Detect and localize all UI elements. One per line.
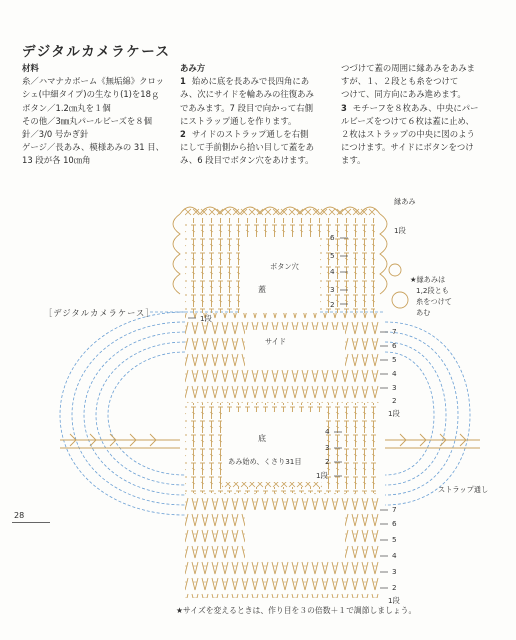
edging-note: ★縁あみは (410, 275, 446, 284)
strap-loop-left (60, 434, 180, 448)
edging-note: 1,2段とも (416, 286, 449, 295)
footnote: ★サイズを変えるときは、作り目を３の倍数＋１で調節しましょう。 (176, 606, 417, 615)
row-number: 7 (392, 327, 397, 336)
page-title: デジタルカメラケース (22, 44, 171, 60)
method-step-line: であみます。7 段目で向かって右側 (180, 102, 313, 113)
row-number: 1段 (200, 314, 212, 323)
materials-heading: 材料 (22, 63, 39, 73)
materials-line: 糸／ハマナカボーム《無垢綿》クロッ (22, 76, 165, 87)
strap-rings-left (60, 312, 185, 515)
method-heading: あみ方 (180, 63, 206, 73)
lid-center (240, 238, 320, 313)
row-number: 2 (325, 457, 330, 466)
bottom-center (222, 412, 322, 487)
step-number: 3 (341, 102, 347, 113)
row-number: 4 (325, 427, 330, 436)
row-number: 3 (325, 443, 330, 452)
row-number: 2 (330, 300, 335, 309)
row-number: 7 (392, 505, 397, 514)
buttonhole-label: ボタン穴 (270, 262, 299, 271)
start-label: あみ始め、くさり31目 (228, 457, 302, 466)
side-center (245, 330, 345, 370)
edging-label: 縁あみ (394, 197, 416, 206)
materials-line: 13 段が各 10㎝角 (22, 155, 91, 166)
method-step-line: にして手前側から拾い目して蓋をあ (180, 142, 314, 153)
row-number: 3 (392, 383, 397, 392)
row-number: 2 (392, 583, 397, 592)
method-step-line: み、次にサイドを輪あみの往復あみ (180, 89, 314, 100)
motifs (389, 264, 408, 308)
strap-label: ストラップ通し (438, 485, 489, 494)
method-step-line: 3 モチーフを８枚あみ、中央にパー (341, 102, 479, 113)
row-number: 1段 (316, 471, 328, 480)
method-line: つけて、同方向にあみ進めます。 (341, 89, 466, 100)
row-number: 5 (330, 251, 335, 260)
materials-line: ゲージ／長あみ、模様あみの 31 目、 (22, 142, 164, 153)
row-number: 1段 (388, 596, 400, 605)
method-line: すが、１、２段とも糸をつけて (341, 76, 459, 87)
step-number: 1 (180, 76, 186, 87)
row-number: 5 (392, 355, 397, 364)
row-number: 1段 (388, 409, 400, 418)
row-number: 4 (392, 369, 397, 378)
materials-line: 針／3/0 号かぎ針 (22, 129, 89, 140)
lower-side-center (245, 510, 345, 560)
row-number: 3 (392, 567, 397, 576)
page-number: 28 (14, 511, 25, 520)
materials-line: シェ(中細タイプ)の生なり(1)を18ｇ (22, 89, 160, 100)
materials-line: ボタン／1.2㎝丸を１個 (22, 102, 111, 113)
row-number: 6 (330, 233, 335, 242)
method-step-line: ます。 (341, 155, 366, 166)
side-label: サイド (265, 337, 287, 346)
lid-label: 蓋 (258, 285, 266, 294)
row-number: 5 (392, 535, 397, 544)
method-step-line: にストラップ通しを作ります。 (180, 115, 297, 126)
method-step-line: につけます。サイドにボタンをつけ (341, 142, 474, 153)
row-number: 6 (392, 519, 397, 528)
row-number: 4 (392, 551, 397, 560)
edging-note: 糸をつけて (416, 297, 452, 306)
starting-chain (222, 482, 322, 488)
page-number-rule (12, 522, 50, 523)
method-step-line: 2 サイドのストラップ通しを右側 (180, 129, 309, 140)
diagram-section-label: ［デジタルカメラケース］ (44, 308, 155, 318)
row-number: 2 (392, 396, 397, 405)
lid-top-row (185, 208, 375, 216)
method-step-line: ２枚はストラップの中央に図のよう (341, 129, 475, 140)
row-number: 3 (330, 285, 335, 294)
bottom-label: 底 (258, 434, 266, 443)
row-number: 1段 (394, 226, 406, 235)
materials-line: その他／3㎜丸パールビーズを８個 (22, 115, 153, 126)
method-line: つづけて蓋の周囲に縁あみをあみま (341, 63, 475, 73)
edging-note: あむ (416, 308, 431, 317)
step-number: 2 (180, 129, 186, 140)
method-step-line: ルビーズをつけて６枚は蓋に止め、 (341, 115, 474, 126)
method-step-line: 1 始めに底を長あみで長四角にあ (180, 76, 310, 87)
method-step-line: み、6 段目でボタン穴をあけます。 (180, 155, 314, 166)
row-number: 6 (392, 341, 397, 350)
row-number: 4 (330, 267, 335, 276)
